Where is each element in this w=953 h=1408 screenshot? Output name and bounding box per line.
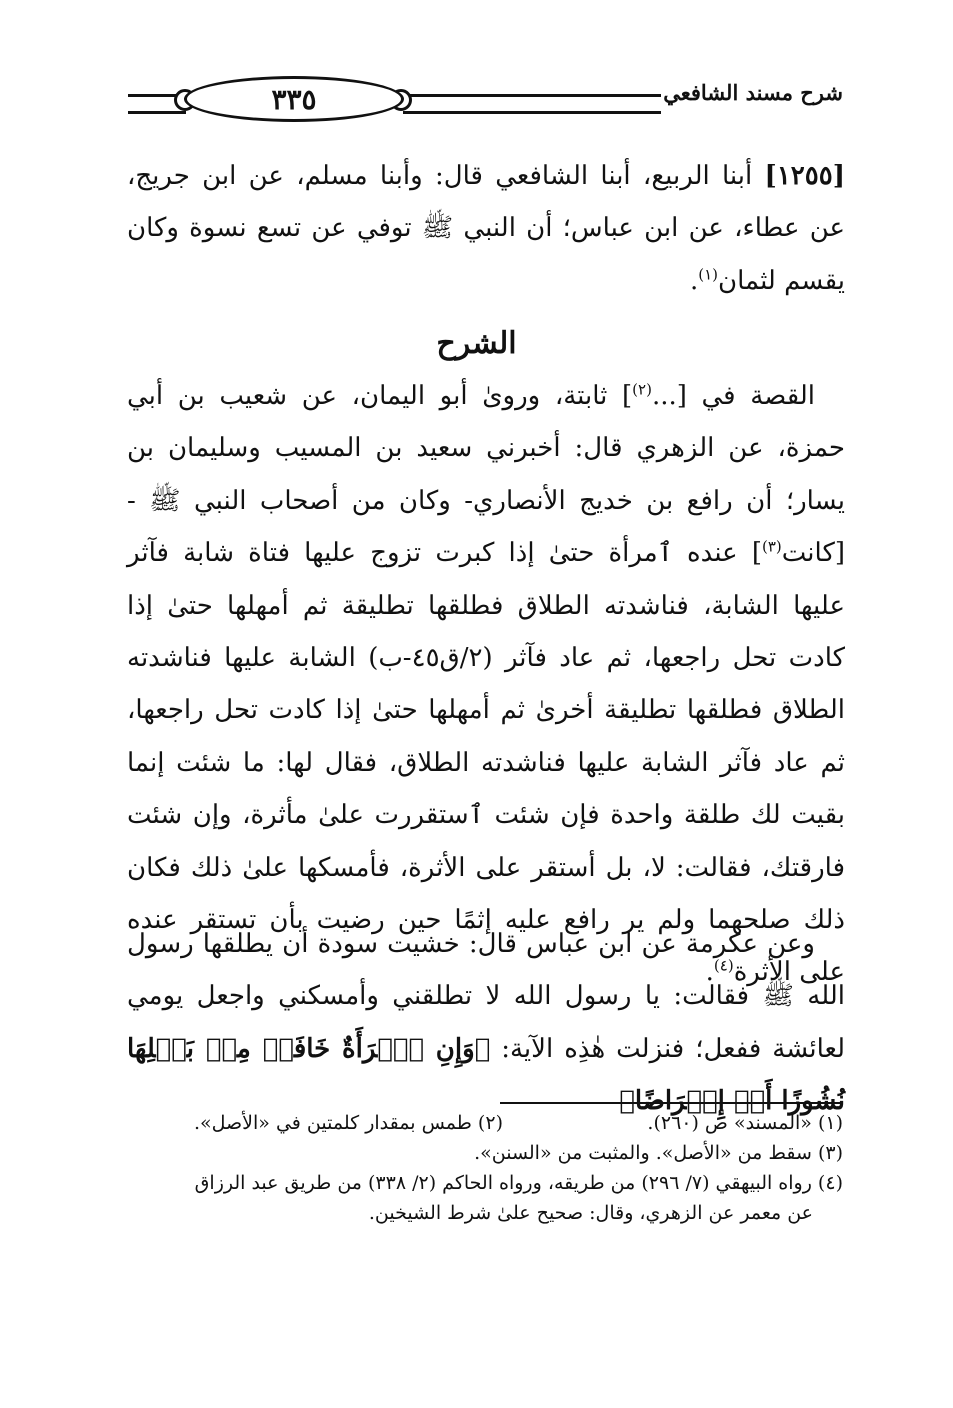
section-title: الشرح (436, 326, 517, 361)
commentary-paragraph-2 (127, 918, 845, 1128)
hadith-entry (127, 150, 845, 307)
quran-verse: ﴿وَإِنِ ٱمۡرَأَةٌ خَافَتۡ مِنۢ بَعۡلِهَا نُشُوزًا أَوۡ إِعۡرَاضًا﴾ (127, 1033, 845, 1117)
footnote-ref-2: (٢) (632, 380, 652, 399)
footnote-2: (٢) طمس بمقدار كلمتين في «الأصل». (194, 1112, 503, 1134)
running-header (128, 76, 843, 124)
commentary-paragraph-1 (127, 370, 845, 999)
header-rule-right (403, 94, 661, 114)
footnote-divider (500, 1102, 843, 1104)
footnote-row (128, 1108, 843, 1138)
footnotes (128, 1108, 843, 1228)
hadith-end: . (689, 265, 699, 296)
footnote-4-continued: عن معمر عن الزهري، وقال: صحيح علىٰ شرط الشيخين. (368, 1202, 813, 1224)
hadith-text: أبنا الربيع، أبنا الشافعي قال: وأبنا مسلم، عن ابن جريج، عن عطاء، عن ابن عباس؛ أن النبي ﷺ توفي عن تسع نسوة وكان يقسم لثمان (127, 161, 845, 296)
footnote-ref-1: (١) (698, 265, 719, 284)
book-title: شرح مسند الشافعي (663, 80, 843, 105)
commentary-text-b: ] ثابتة، وروىٰ أبو اليمان، عن شعيب بن أبي حمزة، عن الزهري قال: أخبرني سعيد بن المسيب وسليمان بن يسار؛ أن رافع بن خديج الأنصاري- وكان من أصحاب النبي ﷺ - [كانت (127, 381, 845, 569)
footnote-ref-3: (٣) (762, 537, 782, 556)
page-number: ٣٣٥ (184, 76, 404, 122)
commentary-end: . (705, 957, 714, 988)
footnote-4: (٤) رواه البيهقي (٧/ ٢٩٦) من طريقه، ورواه الحاكم (٢/ ٣٣٨) من طريق عبد الرزاق (194, 1172, 843, 1194)
footnote-ref-4: (٤) (713, 956, 734, 975)
commentary-text-d: وعن عكرمة عن ابن عباس قال: خشيت سودة أن يطلقها رسول الله ﷺ فقالت: يا رسول الله لا تطلقني وأمسكني واجعل يومي لعائشة ففعل؛ فنزلت هٰذِه الآية: (127, 929, 846, 1064)
footnote-1: (١) «المسند» ص (٢٦٠). (647, 1112, 843, 1134)
footnote-3: (٣) سقط من «الأصل». والمثبت من «السنن». (474, 1142, 843, 1164)
entry-number: [١٢٥٥] (764, 161, 846, 191)
commentary-text-a: القصة في [... (651, 381, 815, 411)
commentary-text-c: ] عنده ٱمرأة حتىٰ إذا كبرت تزوج عليها فتاة شابة فآثر عليها الشابة، فناشدته الطلاق فطلقها تطليقة ثم أمهلها حتىٰ إذا كادت تحل راجعها، ثم عاد فآثر (٢/ق٤٥-ب) الشابة عليها فناشدته الطلاق فطلقها تطليقة أخرىٰ ثم أمهلها حتىٰ إذا كادت تحل راجعها، ثم عاد فآثر الشابة عليها فناشدته الطلاق، فقال لها: ما شئت إنما بقيت لك طلقة واحدة فإن شئت ٱستقررت علىٰ مأثرة، وإن شئت فارقتك، فقالت: لا، بل أستقر على الأثرة، فأمسكها علىٰ ذلك فكان ذلك صلحهما ولم ير رافع عليه إثمًا حين رضيت بأن تستقر عنده على الأثرة (127, 538, 845, 988)
